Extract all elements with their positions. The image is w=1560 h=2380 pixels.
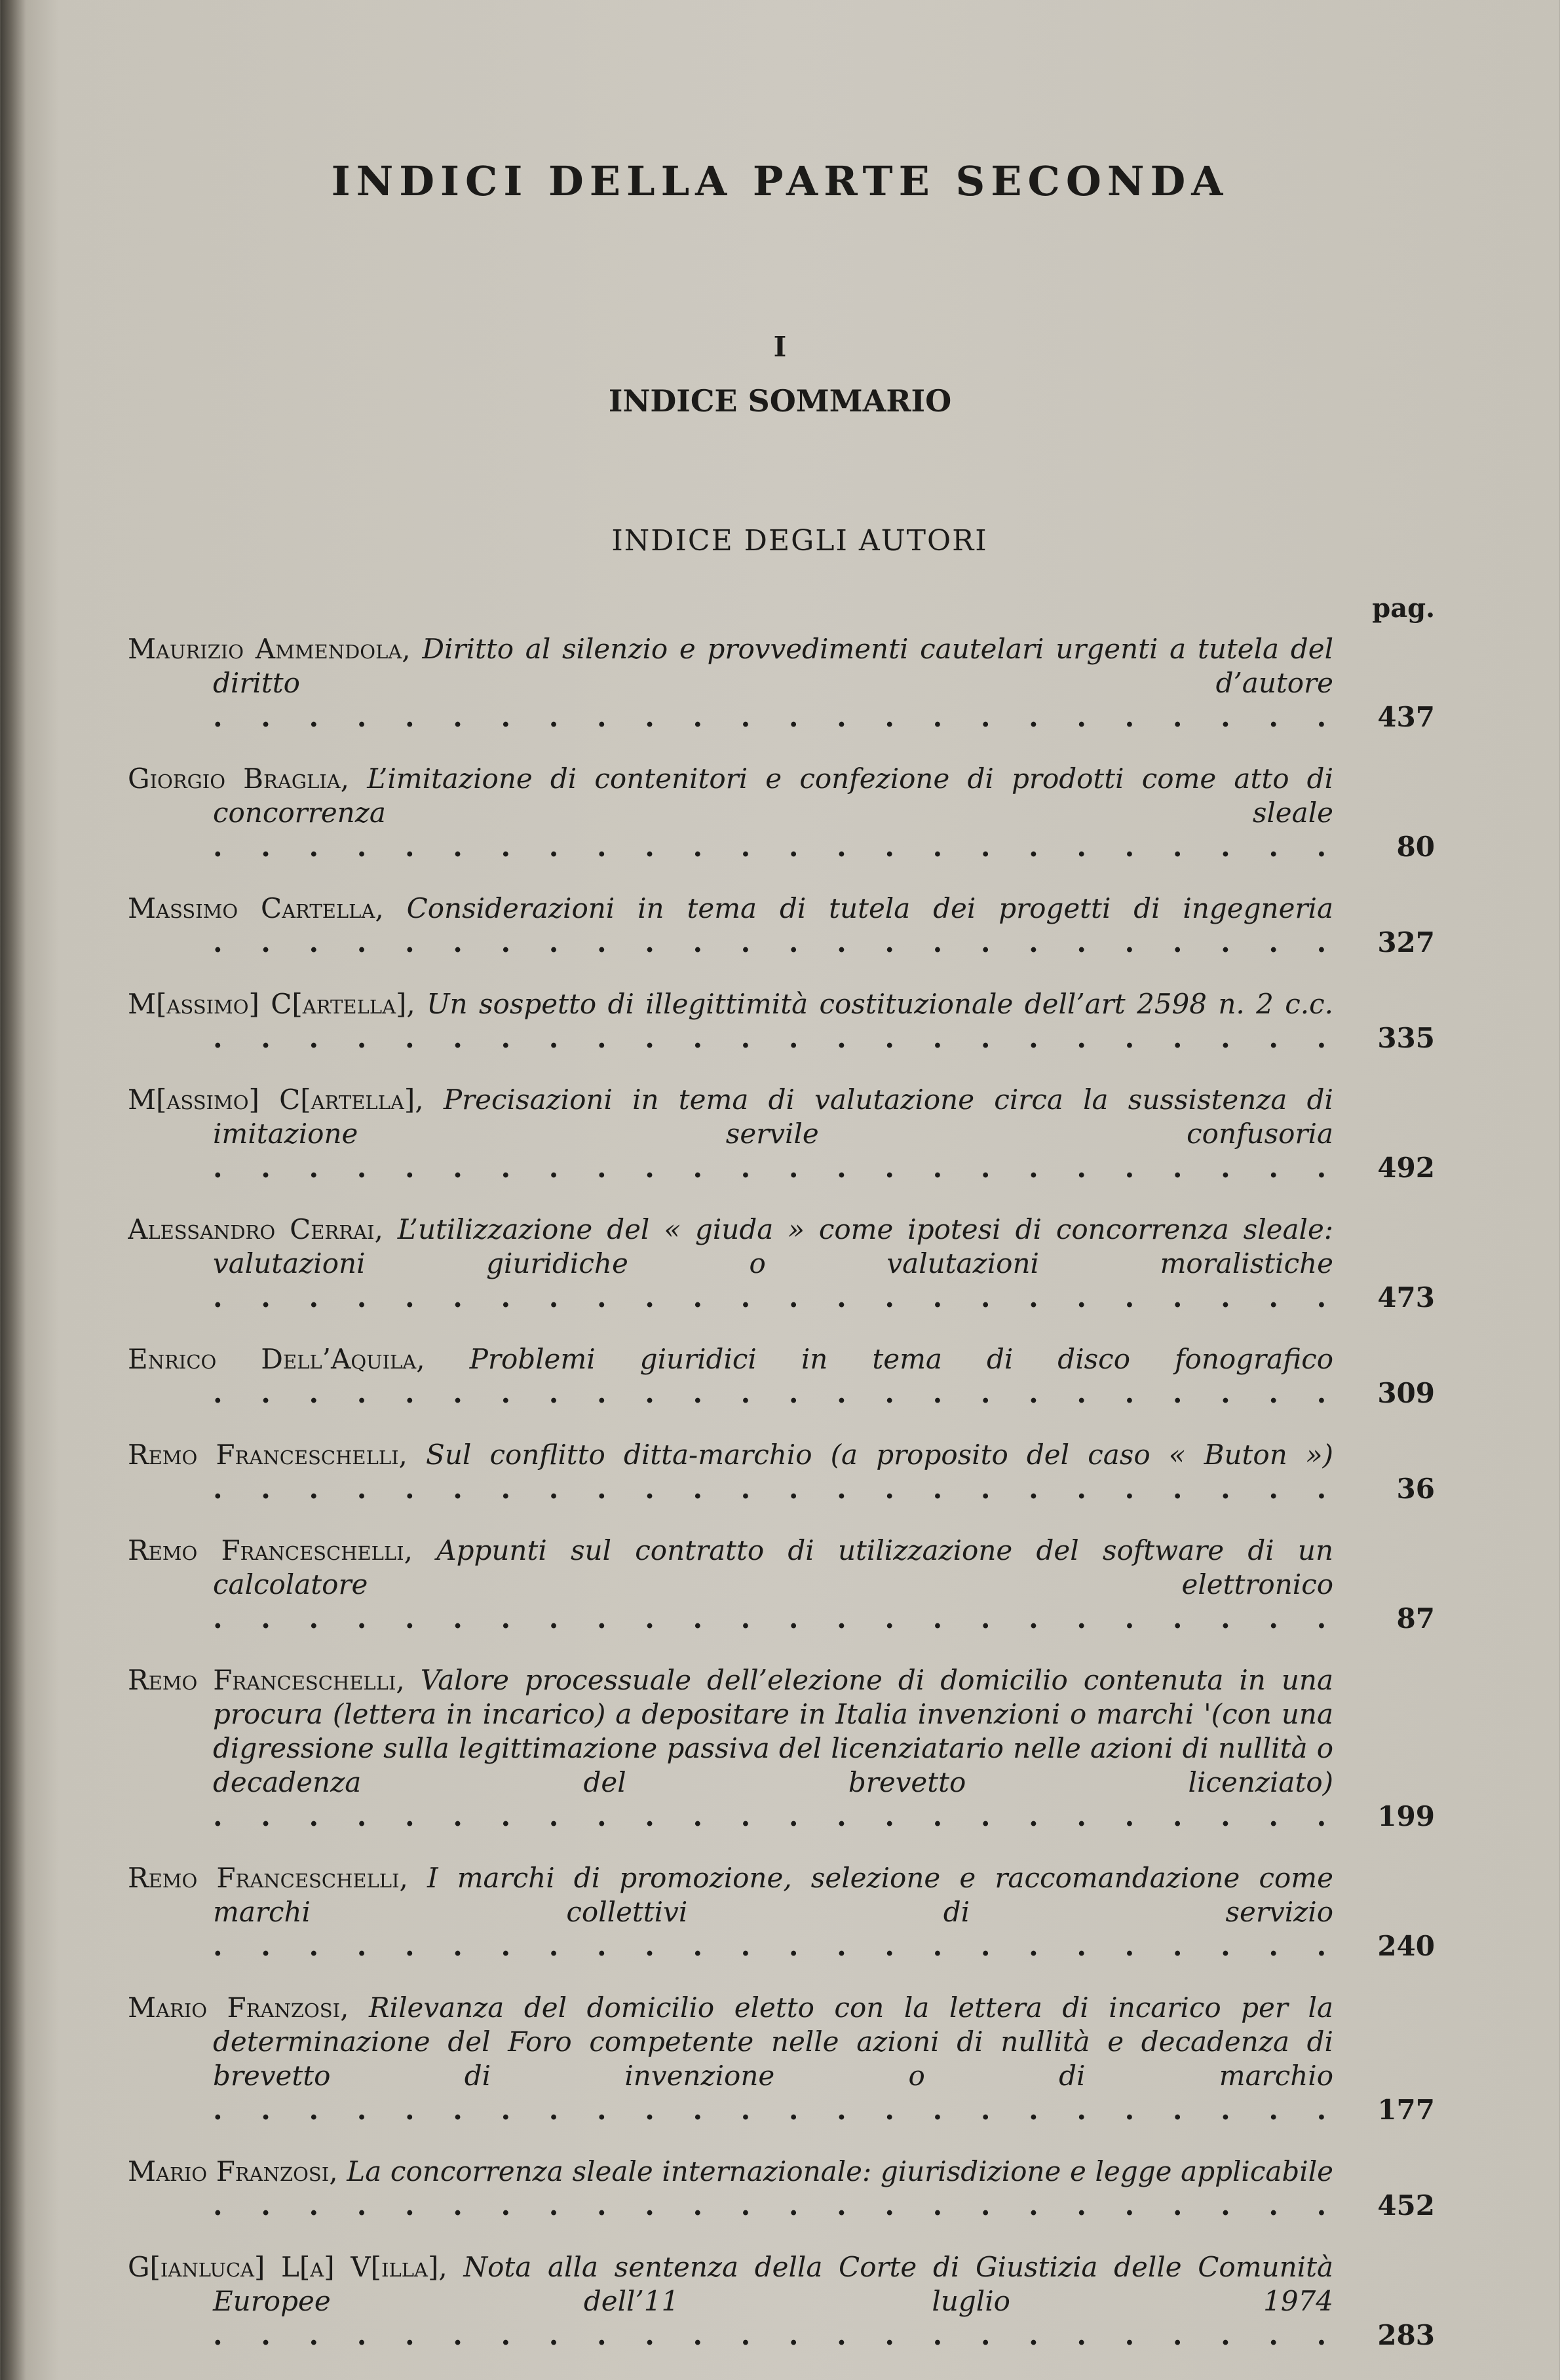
entry-title: L’imitazione di contenitori e confezione di prodotti come atto di concorrenza sleale — [213, 763, 1333, 829]
entry-title: L’utilizzazione del « giuda » come ipotesi di concorrenza sleale: valutazioni giuridiche o valutazioni moralistiche — [213, 1213, 1333, 1279]
section-title: INDICE SOMMARIO — [608, 383, 952, 419]
entry-text: G[ianluca] L[a] V[illa], Nota alla sentenza della Corte di Giustizia delle Comunità Europee dell’11 luglio 1974 . . . — [128, 2250, 1333, 2352]
entry-title: Appunti sul contratto di utilizzazione del software di un calcolatore elettronico — [213, 1534, 1333, 1600]
dot-leader — [213, 2094, 1333, 2126]
subsection-title: INDICE DEGLI AUTORI — [611, 524, 988, 557]
entry-text: Maurizio Ammendola, Diritto al silenzio e provvedimenti cautelari urgenti a tutela del diritto d’autore . . . — [128, 632, 1333, 734]
entry-page-number: 327 — [1377, 926, 1435, 958]
entry-title: Nota alla sentenza della Corte di Giustizia delle Comunità Europee dell’11 luglio 1974 — [213, 2251, 1333, 2317]
index-entry — [128, 1438, 1435, 1506]
dot-leader — [213, 701, 1333, 733]
dot-leader — [213, 831, 1333, 863]
entry-title: Sul conflitto ditta-marchio (a proposito del caso « Buton ») — [426, 1439, 1333, 1471]
entry-page-number: 335 — [1377, 1022, 1435, 1054]
index-entry — [128, 1534, 1435, 1636]
entry-title: Valore processuale dell’elezione di domicilio contenuta in una procura (lettera in incarico) a depositare in Italia invenzioni o marchi '(con una digressione sulla legittimazione passiva del licenziatario nelle azioni di nullità o decadenza del brevetto licenziato) — [213, 1664, 1333, 1798]
entry-author: Alessandro Cerrai — [128, 1213, 375, 1245]
dot-leader — [213, 1930, 1333, 1962]
entry-page-number: 199 — [1377, 1800, 1435, 1832]
index-entry — [128, 1342, 1435, 1410]
entry-author: G[ianluca] L[a] V[illa] — [128, 2251, 439, 2283]
index-entry — [128, 1861, 1435, 1963]
entry-text: Giorgio Braglia, L’imitazione di contenitori e confezione di prodotti come atto di concorrenza sleale . . . — [128, 762, 1333, 864]
entry-title: Un sospetto di illegittimità costituzionale dell’art 2598 n. 2 c.c. — [427, 988, 1333, 1020]
dot-leader — [213, 1281, 1333, 1313]
entry-text: Remo Franceschelli, Appunti sul contratto di utilizzazione del software di un calcolatore elettronico . . . — [128, 1534, 1333, 1636]
dot-leader — [213, 1152, 1333, 1184]
entry-author: Mario Franzosi — [128, 2155, 330, 2187]
entry-author: Remo Franceschelli — [128, 1664, 396, 1696]
entry-text: Alessandro Cerrai, L’utilizzazione del « giuda » come ipotesi di concorrenza sleale: valutazioni giuridiche o valutazioni moralistiche . . . — [128, 1213, 1333, 1315]
entry-text: M[assimo] C[artella], Precisazioni in tema di valutazione circa la sussistenza di imitazione servile confusoria . . . — [128, 1083, 1333, 1185]
entry-page-number: 240 — [1377, 1930, 1435, 1962]
author-index-list — [128, 632, 1435, 2380]
entry-title: La concorrenza sleale internazionale: giurisdizione e legge applicabile — [347, 2155, 1333, 2187]
entry-text: Enrico Dell’Aquila, Problemi giuridici in tema di disco fonografico . . . — [128, 1342, 1333, 1410]
entry-text: Mario Franzosi, Rilevanza del domicilio eletto con la lettera di incarico per la determinazione del Foro competente nelle azioni di nullità e decadenza di brevetto di invenzione o di marchio . . . — [128, 1991, 1333, 2127]
index-entry — [128, 892, 1435, 960]
entry-author: Remo Franceschelli — [128, 1534, 404, 1566]
dot-leader — [213, 2319, 1333, 2351]
dot-leader — [213, 1022, 1333, 1054]
entry-text: Remo Franceschelli, I marchi di promozione, selezione e raccomandazione come marchi collettivi di servizio . . . — [128, 1861, 1333, 1963]
index-entry — [128, 1213, 1435, 1315]
entry-page-number: 492 — [1377, 1152, 1435, 1184]
entry-author: Maurizio Ammendola — [128, 633, 402, 665]
entry-title: Problemi giuridici in tema di disco fonografico — [469, 1343, 1333, 1375]
entry-page-number: 437 — [1377, 701, 1435, 733]
entry-author: Mario Franzosi — [128, 1992, 341, 2024]
entry-author: M[assimo] C[artella] — [128, 988, 407, 1020]
entry-title: Diritto al silenzio e provvedimenti cautelari urgenti a tutela del diritto d’autore — [213, 633, 1333, 699]
entry-page-number: 309 — [1377, 1377, 1435, 1409]
entry-page-number: 452 — [1377, 2189, 1435, 2221]
entry-text: Mario Franzosi, La concorrenza sleale internazionale: giurisdizione e legge applicabile . . . — [128, 2155, 1333, 2223]
index-entry — [128, 987, 1435, 1055]
index-entry — [128, 1083, 1435, 1185]
entry-title: Precisazioni in tema di valutazione circa la sussistenza di imitazione servile confusoria — [213, 1084, 1333, 1150]
index-entry — [128, 632, 1435, 734]
dot-leader — [213, 926, 1333, 958]
index-entry — [128, 1991, 1435, 2127]
entry-author: Massimo Cartella — [128, 892, 375, 924]
entry-page-number: 87 — [1396, 1602, 1435, 1634]
section-number: I — [773, 331, 787, 363]
page-column-label: pag. — [1372, 593, 1435, 624]
entry-page-number: 80 — [1396, 831, 1435, 863]
entry-author: Remo Franceschelli — [128, 1439, 399, 1471]
entry-author: Enrico Dell’Aquila — [128, 1343, 417, 1375]
entry-text: Remo Franceschelli, Valore processuale dell’elezione di domicilio contenuta in una procura (lettera in incarico) a depositare in Italia invenzioni o marchi '(con una digressione sulla legittimazione passiva del licenziatario nelle azioni di nullità o decadenza del brevetto licenziato) . . . — [128, 1663, 1333, 1834]
entry-page-number: 473 — [1377, 1281, 1435, 1313]
entry-page-number: 177 — [1377, 2094, 1435, 2126]
dot-leader — [213, 1473, 1333, 1505]
entry-author: M[assimo] C[artella] — [128, 1084, 415, 1116]
page-title: INDICI DELLA PARTE SECONDA — [331, 157, 1229, 205]
entry-page-number: 36 — [1396, 1473, 1435, 1505]
dot-leader — [213, 1377, 1333, 1409]
dot-leader — [213, 1602, 1333, 1634]
index-entry — [128, 762, 1435, 864]
dot-leader — [213, 1800, 1333, 1832]
entry-page-number: 283 — [1377, 2319, 1435, 2351]
index-entry — [128, 2250, 1435, 2352]
entry-text: Massimo Cartella, Considerazioni in tema di tutela dei progetti di ingegneria . . . — [128, 892, 1333, 960]
index-entry — [128, 2155, 1435, 2223]
entry-title: Rilevanza del domicilio eletto con la lettera di incarico per la determinazione del Foro competente nelle azioni di nullità e decadenza di brevetto di invenzione o di marchio — [213, 1992, 1333, 2092]
entry-text: Remo Franceschelli, Sul conflitto ditta-marchio (a proposito del caso « Buton ») . . . — [128, 1438, 1333, 1506]
entry-author: Remo Franceschelli — [128, 1862, 400, 1894]
entry-text: M[assimo] C[artella], Un sospetto di illegittimità costituzionale dell’art 2598 n. 2 c.c. . . . — [128, 987, 1333, 1055]
entry-author: Giorgio Braglia — [128, 763, 341, 795]
index-entry — [128, 1663, 1435, 1834]
entry-title: Considerazioni in tema di tutela dei progetti di ingegneria — [406, 892, 1333, 924]
entry-title: I marchi di promozione, selezione e raccomandazione come marchi collettivi di servizio — [213, 1862, 1333, 1928]
dot-leader — [213, 2189, 1333, 2221]
